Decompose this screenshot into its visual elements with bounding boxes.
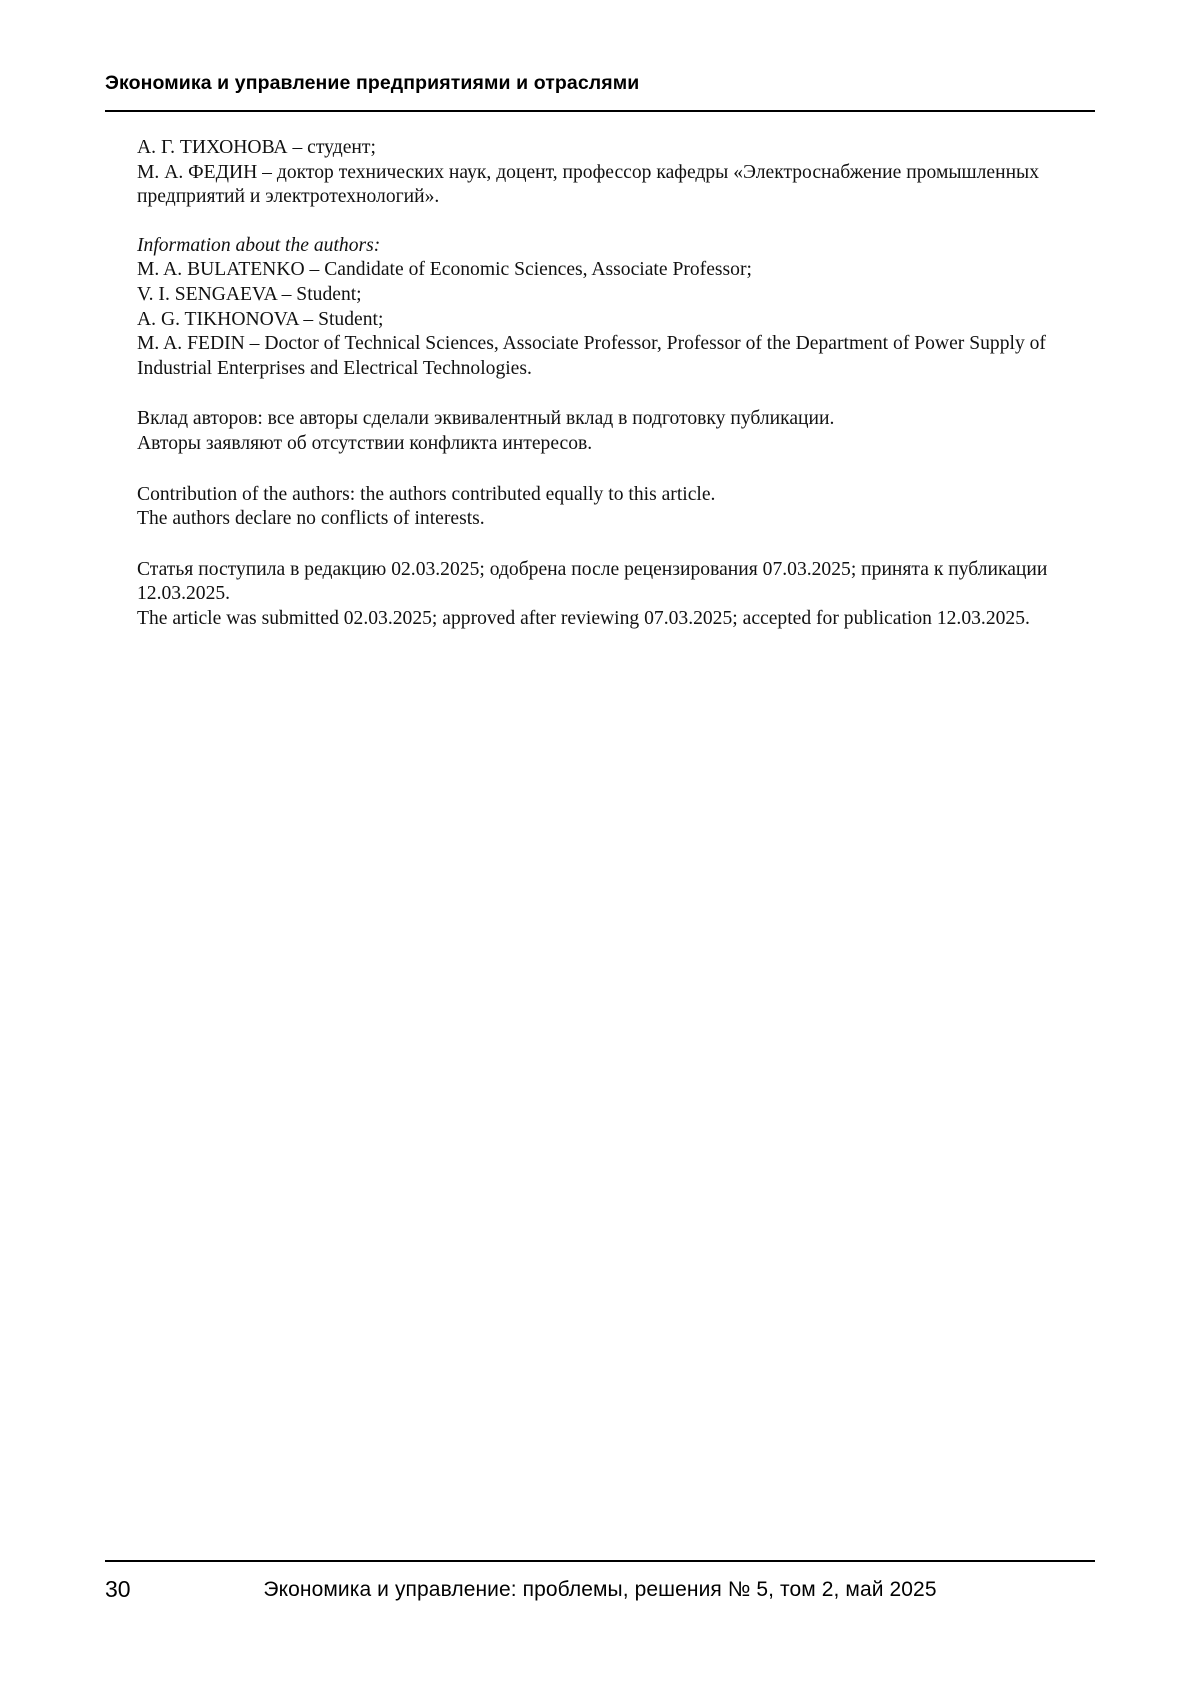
info-about-authors-heading: Information about the authors: bbox=[137, 234, 381, 256]
author-en-line: A. G. TIKHONOVA – Student; bbox=[137, 308, 384, 330]
spacer bbox=[137, 381, 1082, 407]
author-ru-line: М. А. ФЕДИН – доктор технических наук, доцент, профессор кафедры «Электроснабжение промышленных bbox=[137, 161, 1040, 183]
contribution-en-block bbox=[137, 483, 1082, 532]
author-en-line: M. A. FEDIN – Doctor of Technical Sciences, Associate Professor, Professor of the Department of Power Supply of bbox=[137, 333, 1046, 355]
spacer bbox=[137, 532, 1082, 558]
author-en-line: Industrial Enterprises and Electrical Technologies. bbox=[137, 357, 532, 379]
author-ru-line: предприятий и электротехнологий». bbox=[137, 186, 440, 208]
contribution-ru-line: Авторы заявляют об отсутствии конфликта интересов. bbox=[137, 432, 593, 454]
spacer bbox=[137, 457, 1082, 483]
author-ru-line: А. Г. ТИХОНОВА – студент; bbox=[137, 137, 376, 158]
submission-dates-block bbox=[137, 558, 1082, 632]
contribution-ru-block bbox=[137, 407, 1082, 456]
dates-en-line: The article was submitted 02.03.2025; approved after reviewing 07.03.2025; accepted for publication 12.03.2025. bbox=[137, 607, 1030, 629]
contribution-en-line: Contribution of the authors: the authors contributed equally to this article. bbox=[137, 483, 716, 505]
dates-ru-line: 12.03.2025. bbox=[137, 583, 231, 605]
content-frame bbox=[105, 0, 1095, 1698]
authors-ru-block bbox=[137, 136, 1082, 210]
article-back-matter bbox=[137, 136, 1082, 632]
authors-en-block bbox=[137, 258, 1082, 381]
footer-rule bbox=[105, 1560, 1095, 1562]
author-en-line: M. A. BULATENKO – Candidate of Economic Sciences, Associate Professor; bbox=[137, 259, 752, 281]
contribution-ru-line: Вклад авторов: все авторы сделали эквивалентный вклад в подготовку публикации. bbox=[137, 408, 835, 430]
page-number: 30 bbox=[105, 1576, 131, 1602]
header-rule bbox=[105, 110, 1095, 112]
page-footer bbox=[105, 1576, 1095, 1616]
running-head: Экономика и управление предприятиями и отраслями bbox=[105, 72, 640, 94]
author-en-line: V. I. SENGAEVA – Student; bbox=[137, 283, 362, 305]
contribution-en-line: The authors declare no conflicts of interests. bbox=[137, 508, 485, 530]
dates-ru-line: Статья поступила в редакцию 02.03.2025; одобрена после рецензирования 07.03.2025; принята к публикации bbox=[137, 558, 1048, 580]
footer-journal-title: Экономика и управление: проблемы, решения № 5, том 2, май 2025 bbox=[263, 1578, 937, 1601]
spacer bbox=[137, 210, 1082, 234]
